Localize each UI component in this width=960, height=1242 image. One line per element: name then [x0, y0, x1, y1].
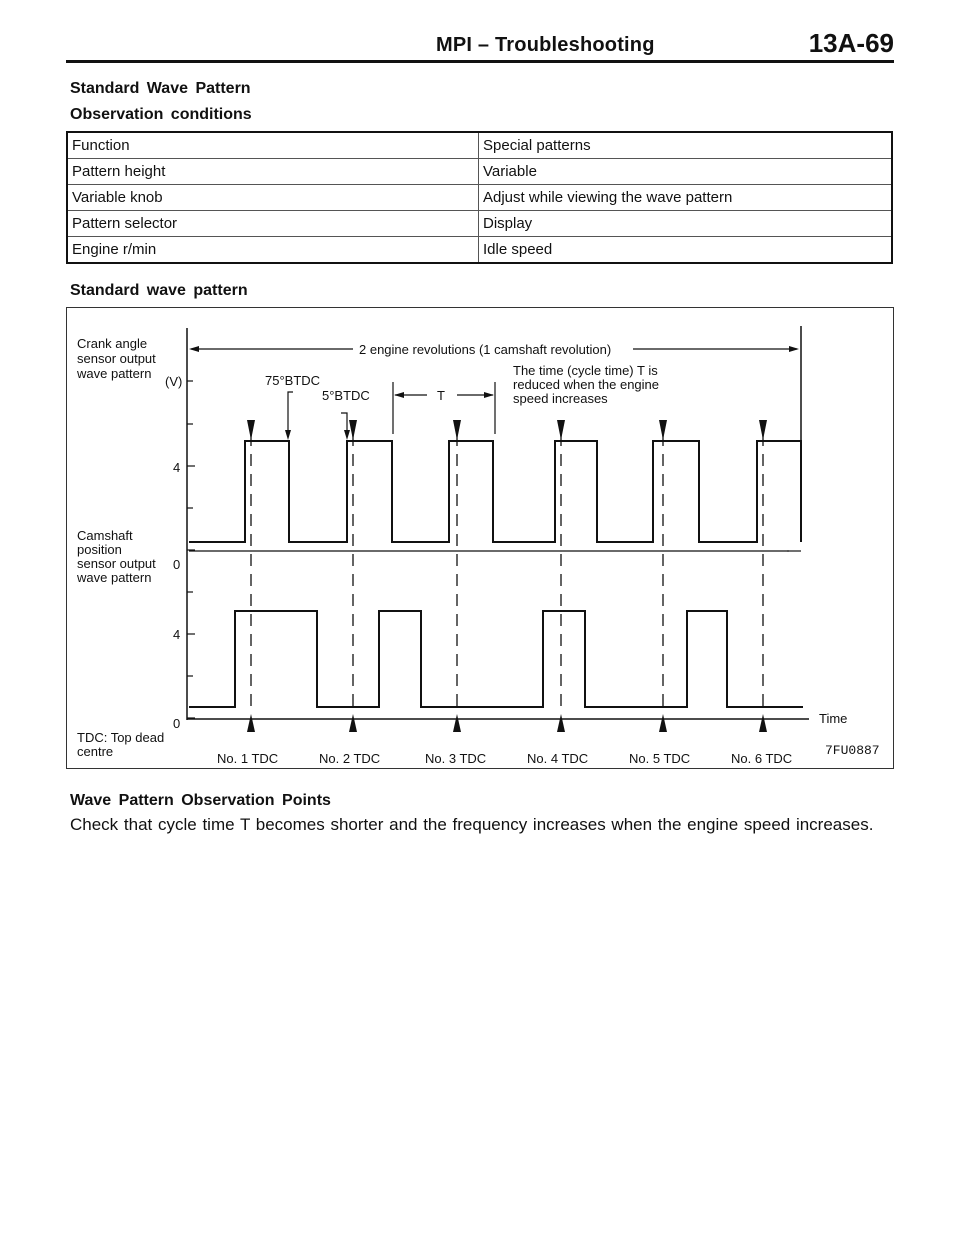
- tdc-mark-1: No. 1 TDC: [217, 751, 279, 766]
- figure-title: Standard wave pattern: [70, 282, 248, 299]
- section-title: Standard Wave Pattern: [70, 80, 251, 97]
- time-label: Time: [819, 711, 848, 726]
- cam-wave-line: [189, 611, 803, 707]
- condition-name: Pattern selector: [67, 211, 479, 237]
- cycle-time-label: T: [437, 388, 445, 403]
- table-row: [67, 211, 892, 237]
- tdc-label-line1: TDC: Top dead: [77, 730, 165, 745]
- tdc-top-markers: [247, 420, 767, 440]
- condition-name: Pattern height: [67, 159, 479, 185]
- y-tick-crank-4: 4: [173, 460, 181, 475]
- btdc75-pointer: [288, 392, 293, 436]
- condition-name: Function: [67, 132, 479, 159]
- cam-label-line1: Camshaft: [77, 528, 133, 543]
- btdc5-label: 5°BTDC: [322, 388, 370, 403]
- y-tick-cam-0: 0: [173, 716, 181, 731]
- tdc-mark-4: No. 4 TDC: [527, 751, 589, 766]
- conditions-table: [66, 131, 893, 264]
- page-number: 13A-69: [808, 28, 894, 58]
- cam-label-line2: position: [77, 542, 122, 557]
- y-axis-ticks: [187, 381, 195, 718]
- cam-label-line3: sensor output: [77, 556, 156, 571]
- tdc-mark-6: No. 6 TDC: [731, 751, 793, 766]
- tdc-label-line2: centre: [77, 744, 114, 759]
- condition-value: Special patterns: [483, 137, 591, 154]
- tdc-bottom-markers: [247, 714, 767, 732]
- table-row: [67, 159, 892, 185]
- waveform-figure: [66, 307, 894, 769]
- cam-label-line4: wave pattern: [77, 570, 152, 585]
- btdc5-arrowhead: [344, 430, 350, 440]
- condition-value: Variable: [479, 159, 893, 185]
- revolution-label: 2 engine revolutions (1 camshaft revolution): [359, 342, 612, 357]
- cycle-note-line3: speed increases: [513, 391, 608, 406]
- condition-value: Idle speed: [479, 237, 893, 264]
- tdc-mark-5: No. 5 TDC: [629, 751, 691, 766]
- cycle-note-line2: reduced when the engine: [513, 377, 660, 392]
- section-subtitle: Observation conditions: [70, 106, 252, 123]
- table-row: [67, 185, 892, 211]
- condition-value: Adjust while viewing the wave pattern: [479, 185, 893, 211]
- observation-title: Wave Pattern Observation Points: [70, 792, 331, 809]
- figure-code: 7FU0887: [825, 743, 880, 758]
- y-tick-cam-4: 4: [173, 627, 181, 642]
- btdc75-arrowhead: [285, 430, 291, 440]
- crank-label-line2: sensor output: [77, 351, 156, 366]
- page-header: [66, 28, 894, 63]
- table-row: [67, 132, 892, 159]
- condition-name: Variable knob: [67, 185, 479, 211]
- crank-label-line3: wave pattern: [77, 366, 152, 381]
- crank-wave-line: [189, 441, 801, 542]
- header-title: MPI – Troubleshooting: [436, 34, 655, 56]
- crank-label-line1: Crank angle: [77, 336, 148, 351]
- condition-name: Engine r/min: [67, 237, 479, 264]
- tdc-mark-3: No. 3 TDC: [425, 751, 487, 766]
- volt-unit: (V): [165, 374, 183, 389]
- y-tick-crank-0: 0: [173, 557, 181, 572]
- cycle-note-line1: The time (cycle time) T is: [513, 363, 658, 378]
- table-row: [67, 237, 892, 264]
- observation-text: Check that cycle time T becomes shorter and the frequency increases when the engine speed increases.: [70, 815, 874, 834]
- tdc-mark-2: No. 2 TDC: [319, 751, 381, 766]
- condition-value: Display: [479, 211, 893, 237]
- btdc75-label: 75°BTDC: [265, 373, 321, 388]
